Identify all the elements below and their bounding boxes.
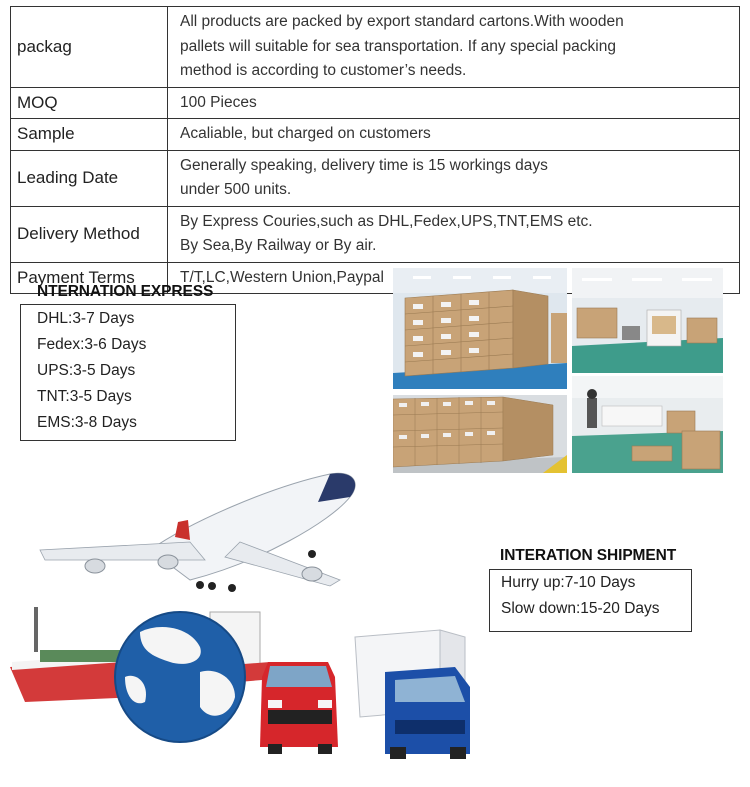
express-item-fedex: Fedex:3-6 Days — [37, 336, 147, 353]
express-days-box — [20, 304, 236, 441]
shipment-title: INTERATION SHIPMENT — [500, 547, 677, 564]
warehouse-photo-stacked-cartons — [393, 268, 567, 389]
value-line: 100 Pieces — [180, 93, 257, 111]
factory-photo-workers — [572, 376, 723, 473]
express-item-dhl: DHL:3-7 Days — [37, 310, 135, 327]
globe-icon — [115, 612, 245, 742]
row-value — [168, 206, 740, 262]
shipment-item-slow: Slow down:15-20 Days — [501, 600, 660, 617]
shipment-item-hurry: Hurry up:7-10 Days — [501, 574, 636, 591]
row-label: Delivery Method — [11, 206, 168, 262]
row-label: Payment Terms — [11, 262, 168, 294]
row-label: Leading Date — [11, 150, 168, 206]
value-line: Acaliable, but charged on customers — [180, 125, 431, 142]
value-line: under 500 units. — [180, 181, 292, 198]
express-item-tnt: TNT:3-5 Days — [37, 388, 132, 405]
row-label: MOQ — [11, 87, 168, 119]
row-value — [168, 119, 740, 151]
express-item-ups: UPS:3-5 Days — [37, 362, 136, 379]
spec-table — [10, 6, 740, 294]
value-line: pallets will suitable for sea transportation. If any special packing — [180, 37, 616, 55]
value-line: All products are packed by export standard cartons.With wooden — [180, 13, 624, 30]
shipment-days-box — [489, 569, 692, 632]
value-line: method is according to customer’s needs. — [180, 62, 467, 79]
value-line: By Express Couries,such as DHL,Fedex,UPS,TNT,EMS etc. — [180, 212, 593, 230]
value-line: Generally speaking, delivery time is 15 workings days — [180, 156, 548, 174]
table-row — [11, 87, 740, 119]
factory-photo-packing-line — [572, 268, 723, 373]
value-line: By Sea,By Railway or By air. — [180, 237, 377, 254]
value-line: T/T,LC,Western Union,Paypal — [180, 268, 384, 286]
airplane-icon — [40, 473, 355, 592]
truck-icon — [355, 630, 470, 759]
transport-illustration — [0, 462, 490, 772]
table-row — [11, 7, 740, 88]
table-row — [11, 119, 740, 151]
van-icon — [260, 662, 338, 754]
express-title: NTERNATION EXPRESS — [37, 283, 214, 300]
table-row — [11, 150, 740, 206]
row-value — [168, 7, 740, 88]
row-label: packag — [11, 7, 168, 88]
table-row — [11, 206, 740, 262]
row-value — [168, 87, 740, 119]
row-label: Sample — [11, 119, 168, 151]
row-value — [168, 150, 740, 206]
express-item-ems: EMS:3-8 Days — [37, 414, 137, 431]
